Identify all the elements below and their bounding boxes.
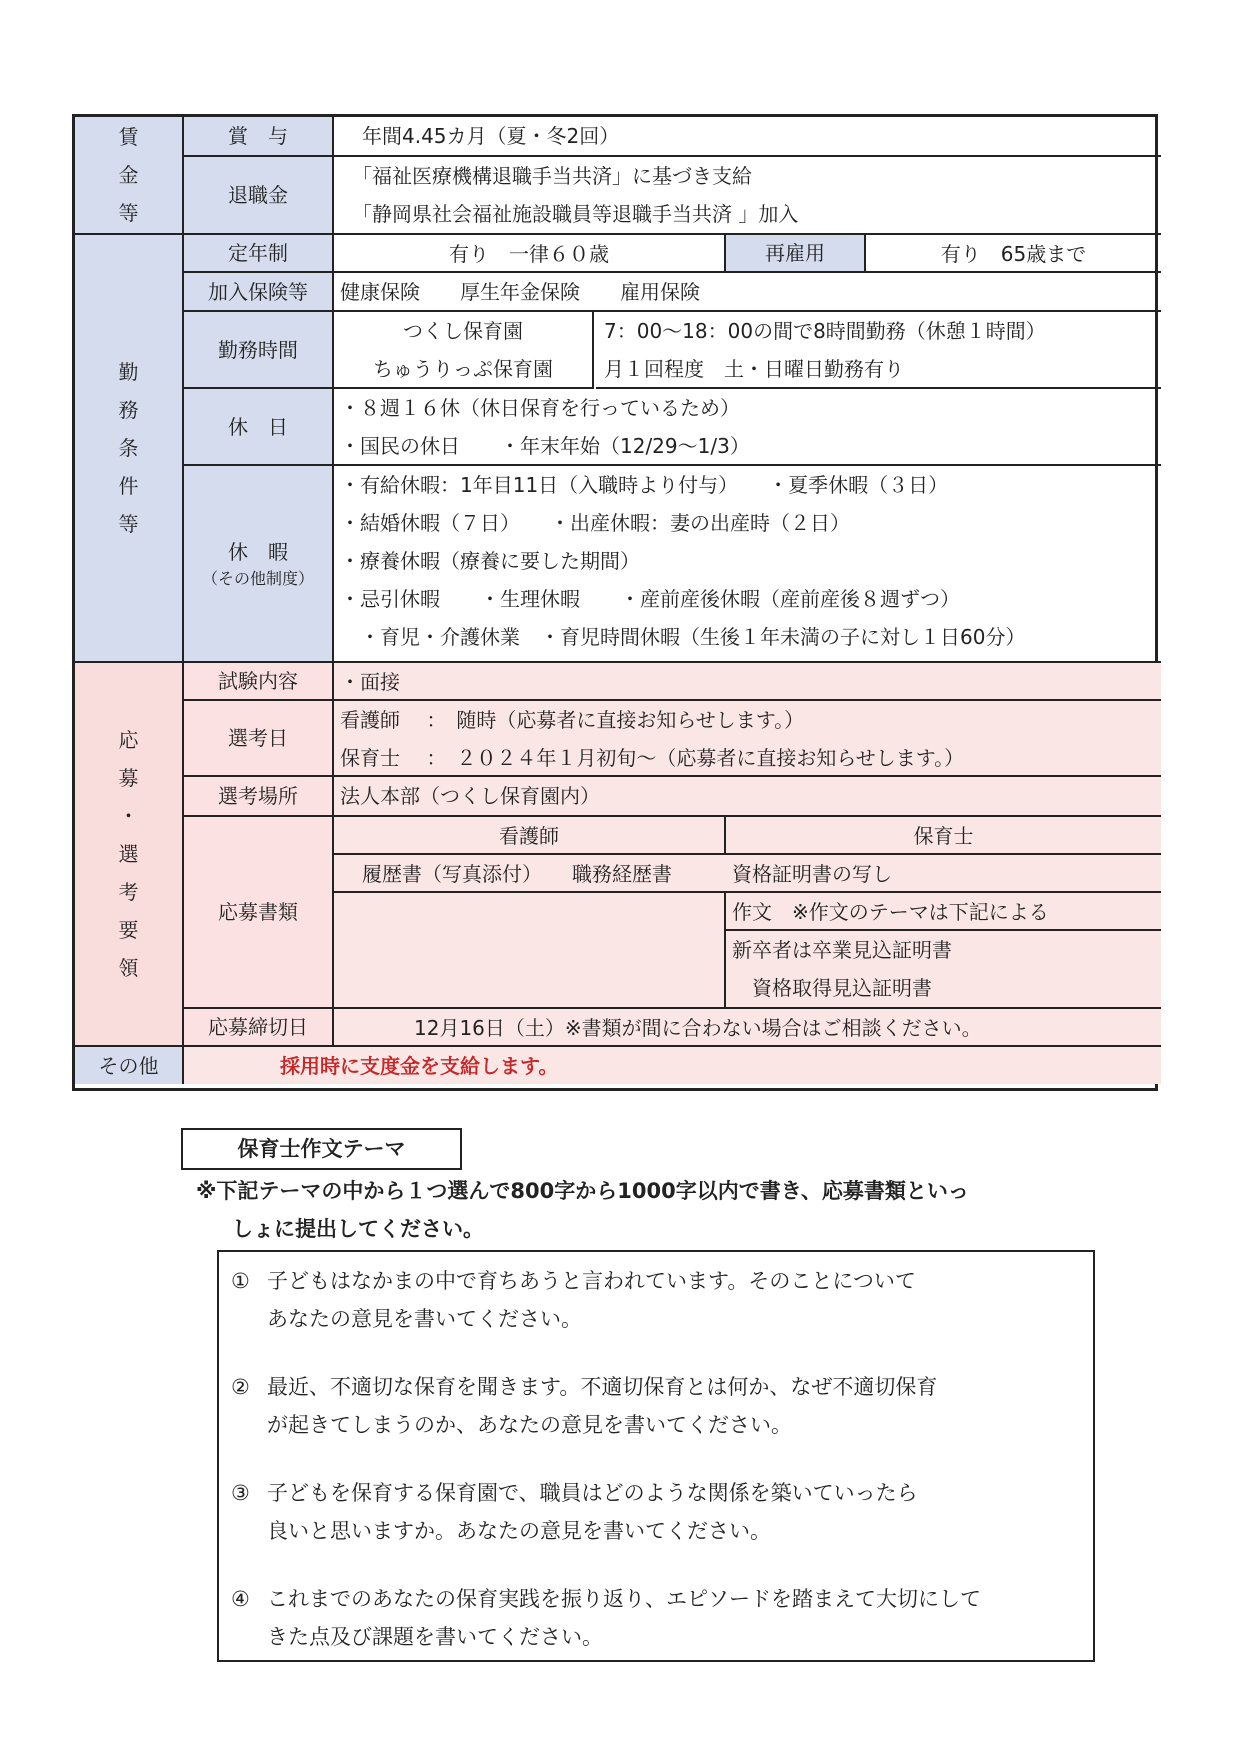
documents-nurse-header: 看護師 — [334, 817, 726, 855]
essay-theme-item — [231, 1580, 1093, 1656]
section-application-char: 領 — [118, 956, 139, 980]
section-application-char: 募 — [118, 766, 139, 790]
instruction-line: しょに提出してください。 — [232, 1217, 484, 1241]
holiday-line: ・８週１６休（休日保育を行っているため） — [340, 396, 740, 420]
theme-text: きた点及び課題を書いてください。 — [267, 1625, 603, 1649]
bonus-value: 年間4.45カ月（夏・冬2回） — [334, 117, 1161, 157]
working-hours-value — [596, 312, 1161, 389]
leave-label — [184, 466, 334, 663]
documents-teacher-certificates — [726, 931, 1161, 1009]
section-application-char: 要 — [118, 918, 139, 942]
holiday-value — [334, 389, 1161, 466]
bonus-label: 賞 与 — [184, 117, 334, 157]
employment-conditions-table — [72, 114, 1158, 1091]
section-working-char: 件 — [118, 474, 139, 498]
leave-line: ・結婚休暇（７日） ・出産休暇：妻の出産時（２日） — [340, 511, 850, 535]
section-working-char: 勤 — [118, 360, 139, 384]
section-wages-char: 金 — [118, 163, 139, 187]
date-line: 看護師 ： 随時（応募者に直接お知らせします。） — [340, 708, 805, 732]
leave-line: ・育児・介護休業 ・育児時間休暇（生後１年未満の子に対し１日60分） — [340, 625, 1026, 649]
insurance-label: 加入保険等 — [184, 273, 334, 312]
other-label: その他 — [75, 1047, 184, 1084]
retirement-line: 「福祉医療機構退職手当共済」に基づき支給 — [352, 164, 752, 188]
essay-theme-heading: 保育士作文テーマ — [181, 1128, 462, 1170]
documents-teacher-header: 保育士 — [726, 817, 1161, 855]
leave-line: ・療養休暇（療養に要した期間） — [340, 549, 640, 573]
exam-label: 試験内容 — [184, 663, 334, 701]
documents-nurse-extra — [334, 893, 726, 1009]
theme-text: 子どもを保育する保育園で、職員はどのような関係を築いていったら — [267, 1481, 918, 1505]
selection-date-value — [334, 701, 1161, 777]
documents-label: 応募書類 — [184, 817, 334, 1009]
leave-label-text: 休 暇 — [228, 539, 288, 564]
section-application-char: 応 — [118, 728, 139, 752]
certificate-line: 資格取得見込証明書 — [732, 976, 932, 1000]
retirement-allowance-value — [334, 157, 1161, 235]
selection-place-value: 法人本部（つくし保育園内） — [334, 777, 1161, 817]
section-wages-char: 賃 — [118, 125, 139, 149]
section-working-conditions — [75, 235, 184, 663]
theme-number: ③ — [231, 1481, 250, 1505]
retirement-allowance-label: 退職金 — [184, 157, 334, 235]
nursery-name: ちゅうりっぷ保育園 — [373, 357, 553, 381]
rehire-label: 再雇用 — [726, 235, 866, 273]
leave-line: ・有給休暇：1年目11日（入職時より付与） ・夏季休暇（３日） — [340, 473, 949, 497]
selection-date-label: 選考日 — [184, 701, 334, 777]
retirement-line: 「静岡県社会福祉施設職員等退職手当共済 」加入 — [352, 202, 799, 226]
section-wages-char: 等 — [118, 201, 139, 225]
essay-theme-item — [231, 1368, 1093, 1444]
exam-value: ・面接 — [334, 663, 1161, 701]
documents-common: 履歴書（写真添付） 職務経歴書 資格証明書の写し — [334, 855, 1161, 893]
section-working-char: 務 — [118, 398, 139, 422]
theme-number: ④ — [231, 1587, 250, 1611]
deadline-label: 応募締切日 — [184, 1009, 334, 1047]
theme-number: ② — [231, 1375, 250, 1399]
section-working-char: 等 — [118, 512, 139, 536]
instruction-line: ※下記テーマの中から１つ選んで800字から1000字以内で書き、応募書類といっ — [196, 1179, 969, 1203]
certificate-line: 新卒者は卒業見込証明書 — [732, 938, 952, 962]
section-working-char: 条 — [118, 436, 139, 460]
leave-value — [334, 466, 1161, 663]
documents-teacher-essay: 作文 ※作文のテーマは下記による — [726, 893, 1161, 931]
theme-text: これまでのあなたの保育実践を振り返り、エピソードを踏まえて大切にして — [267, 1587, 981, 1611]
essay-themes-box — [217, 1250, 1095, 1662]
theme-text: あなたの意見を書いてください。 — [267, 1307, 582, 1331]
nursery-name: つくし保育園 — [403, 319, 523, 343]
essay-theme-item — [231, 1474, 1093, 1550]
section-application-char: ・ — [118, 804, 139, 828]
section-application-char: 考 — [118, 880, 139, 904]
holiday-line: ・国民の休日 ・年末年始（12/29～1/3） — [340, 434, 750, 458]
theme-text: 最近、不適切な保育を聞きます。不適切保育とは何か、なぜ不適切保育 — [267, 1375, 938, 1399]
hours-line: 月１回程度 土・日曜日勤務有り — [604, 357, 904, 381]
essay-instructions — [196, 1172, 1076, 1248]
working-hours-label: 勤務時間 — [184, 312, 334, 389]
other-value: 採用時に支度金を支給します。 — [184, 1047, 1161, 1084]
leave-sublabel: （その他制度） — [201, 568, 314, 588]
section-application-char: 選 — [118, 842, 139, 866]
section-wages — [75, 117, 184, 235]
hours-line: 7：00～18：00の間で8時間勤務（休憩１時間） — [604, 319, 1046, 343]
retirement-age-label: 定年制 — [184, 235, 334, 273]
insurance-value: 健康保険 厚生年金保険 雇用保険 — [334, 273, 1161, 312]
theme-text: 良いと思いますか。あなたの意見を書いてください。 — [267, 1519, 771, 1543]
date-line: 保育士 ： ２０２４年１月初旬～（応募者に直接お知らせします。） — [340, 746, 965, 770]
holiday-label: 休 日 — [184, 389, 334, 466]
section-application — [75, 663, 184, 1047]
theme-text: 子どもはなかまの中で育ちあうと言われています。そのことについて — [267, 1269, 916, 1293]
retirement-age-value: 有り 一律６０歳 — [334, 235, 726, 273]
leave-line: ・忌引休暇 ・生理休暇 ・産前産後休暇（産前産後８週ずつ） — [340, 587, 960, 611]
essay-theme-item — [231, 1262, 1093, 1338]
working-hours-nurseries — [334, 312, 594, 389]
theme-number: ① — [231, 1269, 250, 1293]
selection-place-label: 選考場所 — [184, 777, 334, 817]
theme-text: が起きてしまうのか、あなたの意見を書いてください。 — [267, 1413, 792, 1437]
deadline-value: 12月16日（土）※書類が間に合わない場合はご相談ください。 — [334, 1009, 1161, 1047]
rehire-value: 有り 65歳まで — [866, 235, 1161, 273]
